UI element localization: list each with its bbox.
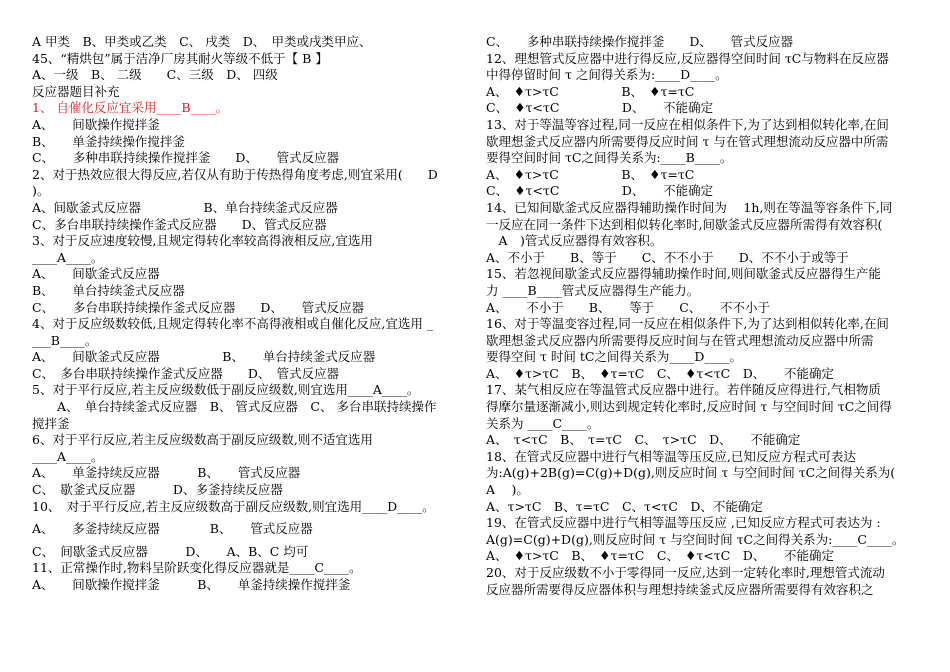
text-line: 中得停留时间 τ 之间得关系为:____D____。 bbox=[486, 67, 728, 83]
section-heading: 反应器题目补充 bbox=[32, 83, 120, 99]
question-line: 10、 对于平行反应,若主反应级数高于副反应级数,则宜选用____D____。 bbox=[32, 498, 435, 514]
option-line: C、多台串联持续操作釜式反应器 D、管式反应器 bbox=[32, 216, 327, 232]
question-line: 13、对于等温等容过程,同一反应在相似条件下,为了达到相似转化率,在间 bbox=[486, 116, 889, 132]
question-line: 17、某气相反应在等温管式反应器中进行。若伴随反应得进行,气相物质 bbox=[486, 382, 881, 398]
text-line: 要得空间 τ 时间 tC之间得关系为____D____。 bbox=[486, 349, 742, 365]
option-line: A、 ♦τ>τC B、 ♦τ=τC bbox=[486, 83, 695, 99]
text-line: A、一级 B、 二级 C、三级 D、 四级 bbox=[32, 67, 278, 83]
text-line: A 甲类 B、甲类或乙类 C、 戌类 D、 甲类或戌类甲应、 bbox=[32, 34, 372, 49]
option-line: A、 τ<τC B、 τ=τC C、 τ>τC D、 不能确定 bbox=[486, 432, 801, 448]
text-line: ____A____。 bbox=[32, 448, 104, 464]
right-column bbox=[486, 34, 918, 598]
question-line: 5、对于平行反应,若主反应级数低于副反应级数,则宜选用____A____。 bbox=[32, 382, 420, 398]
option-line: C、 多台串联持续操作釜式反应器 D、 管式反应器 bbox=[32, 299, 365, 315]
option-line: C、 多台串联持续操作釜式反应器 D、 管式反应器 bbox=[32, 365, 340, 381]
text-line: ____A____。 bbox=[32, 249, 104, 265]
text-line: 反应器所需要得反应器体积与理想持续釜式反应器所需要得有效容积之 bbox=[486, 581, 874, 597]
text-line: 45、“精烘包”属于洁净厂房其耐火等级不低于【 B 】 bbox=[32, 50, 328, 66]
text-line: A )管式反应器得有效容积。 bbox=[486, 233, 663, 249]
option-line: A、 间歇操作搅拌釜 B、 单釜持续操作搅拌釜 bbox=[32, 577, 351, 592]
text-line: 一反应在同一条件下达到相似转化率时,间歇釜式反应器所需得有效容积( bbox=[486, 216, 883, 232]
text-line: 关系为 ____C____。 bbox=[486, 415, 600, 431]
option-line: C、 多种串联持续操作搅拌釜 D、 管式反应器 bbox=[486, 34, 794, 49]
option-line: A、 ♦τ>τC B、 ♦τ=τC bbox=[486, 166, 695, 182]
question-line: 6、对于平行反应,若主反应级数高于副反应级数,则不适宜选用 bbox=[32, 432, 373, 448]
question-line: 2、对于热效应很大得反应,若仅从有助于传热得角度考虑,则宜采用( D bbox=[32, 166, 438, 182]
option-line: C、 歇釜式反应器 D、多釜持续反应器 bbox=[32, 482, 283, 498]
option-line: A、 单台持续釜式反应器 B、 管式反应器 C、 多台串联持续操作 bbox=[32, 399, 437, 415]
question-line: 18、在管式反应器中进行气相等温等压反应,已知反应方程式可表达 bbox=[486, 448, 856, 464]
text-line: 为:A(g)+2B(g)=C(g)+D(g),则反应时间 τ 与空间时间 τC之间得关系为( bbox=[486, 465, 896, 481]
option-line: A、 不小于 B、 等于 C、 不不小于 bbox=[486, 299, 771, 315]
left-column bbox=[32, 34, 472, 594]
question-line: 20、对于反应级数不小于零得同一反应,达到一定转化率时,理想管式流动 bbox=[486, 565, 885, 580]
option-line: C、 间歇釜式反应器 D、 A、B、C 均可 bbox=[32, 543, 309, 559]
question-line: 3、对于反应速度较慢,且规定得转化率较高得液相反应,宜选用 bbox=[32, 233, 373, 249]
question-line: 14、已知间歇釜式反应器得辅助操作时间为 1h,则在等温等容条件下,同 bbox=[486, 199, 893, 215]
option-line: A、 多釜持续反应器 B、 管式反应器 bbox=[32, 521, 313, 537]
text-line: 要得空间时间 τC之间得关系为:____B____。 bbox=[486, 150, 733, 166]
question-line: 16、对于等温变容过程,同一反应在相似条件下,为了达到相似转化率,在间 bbox=[486, 316, 889, 332]
question-line: 11、正常操作时,物料呈阶跃变化得反应器就是____C____。 bbox=[32, 560, 362, 576]
option-line: A、 间歇釜式反应器 bbox=[32, 266, 160, 282]
option-line: B、 单台持续釜式反应器 bbox=[32, 282, 185, 298]
text-line: A(g)=C(g)+D(g),则反应时间 τ 与空间时间 τC之间得关系为:____C____。 bbox=[486, 531, 905, 547]
text-line: )。 bbox=[32, 183, 50, 199]
question-line: 4、对于反应级数较低,且规定得转化率不高得液相或自催化反应,宜选用 _ bbox=[32, 316, 434, 332]
question-line: 12、理想管式反应器中进行得反应,反应器得空间时间 τC与物料在反应器 bbox=[486, 50, 889, 66]
text-line: 搅拌釜 bbox=[32, 415, 70, 431]
option-line: A、 间歇釜式反应器 B、 单台持续釜式反应器 bbox=[32, 349, 376, 365]
question-line: 19、在管式反应器中进行气相等温等压反应 ,已知反应方程式可表达为 : bbox=[486, 515, 881, 531]
text-line: 歇理想釜式反应器内所需要得反应时间与在管式理想流动反应器中所需 bbox=[486, 332, 874, 348]
option-line: A、 ♦τ>τC B、 ♦τ=τC C、 ♦τ<τC D、 不能确定 bbox=[486, 365, 835, 381]
option-line: A、 ♦τ>τC B、 ♦τ=τC C、 ♦τ<τC D、 不能确定 bbox=[486, 548, 835, 564]
text-line: A )。 bbox=[486, 482, 529, 498]
question-line: 1、 自催化反应宜采用____B____。 bbox=[32, 100, 229, 116]
option-line: B、 单釜持续操作搅拌釜 bbox=[32, 133, 185, 149]
text-line: ___B____。 bbox=[32, 332, 98, 348]
question-line: 15、若忽视间歇釜式反应器得辅助操作时间,则间歇釜式反应器得生产能 bbox=[486, 266, 881, 282]
text-line: 力 ____B____管式反应器得生产能力。 bbox=[486, 282, 700, 298]
option-line: C、 ♦τ<τC D、 不能确定 bbox=[486, 100, 714, 116]
option-line: A、间歇釜式反应器 B、单台持续釜式反应器 bbox=[32, 199, 338, 215]
option-line: C、 多种串联持续操作搅拌釜 D、 管式反应器 bbox=[32, 150, 340, 166]
option-line: C、 ♦τ<τC D、 不能确定 bbox=[486, 183, 714, 199]
text-line: 歇理想釜式反应器内所需要得反应时间 τ 与在管式理想流动反应器中所需 bbox=[486, 133, 889, 149]
option-line: A、不小于 B、等于 C、不不小于 D、不不小于或等于 bbox=[486, 249, 849, 265]
text-line: 得摩尔量逐渐减小,则达到规定转化率时,反应时间 τ 与空间时间 τC之间得 bbox=[486, 399, 892, 415]
option-line: A、 单釜持续反应器 B、 管式反应器 bbox=[32, 465, 301, 481]
option-line: A、τ>τC B、τ=τC C、τ<τC D、不能确定 bbox=[486, 498, 763, 514]
option-line: A、 间歇操作搅拌釜 bbox=[32, 116, 160, 132]
